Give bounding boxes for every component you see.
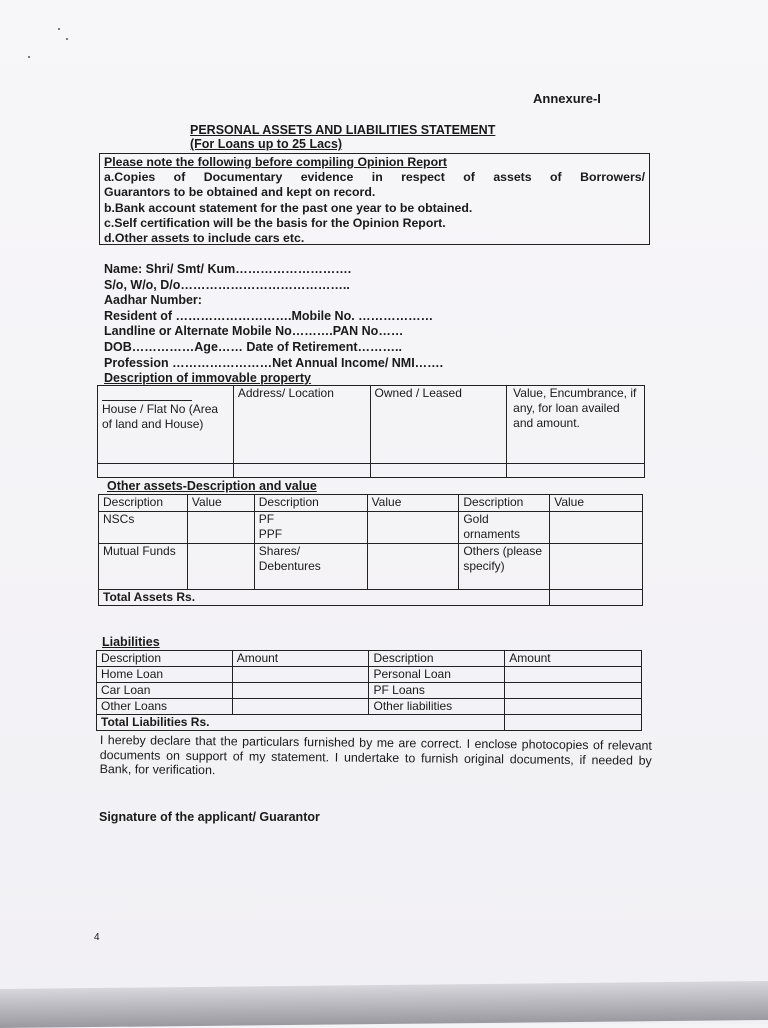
liab-amount-cell[interactable] [232, 699, 369, 715]
asset-value-cell[interactable] [187, 544, 254, 590]
immovable-cell[interactable] [233, 464, 370, 478]
immovable-col2: Address/ Location [233, 386, 370, 464]
liab-header-amount: Amount [232, 651, 369, 667]
immovable-heading: Description of immovable property [104, 371, 311, 385]
field-dob[interactable]: DOB……………Age…… Date of Retirement……….. [104, 339, 402, 354]
liab-amount-cell[interactable] [505, 683, 642, 699]
liab-amount-cell[interactable] [505, 699, 642, 715]
liab-personal-loan: Personal Loan [369, 667, 505, 683]
document-subtitle: (For Loans up to 25 Lacs) [190, 137, 343, 151]
scan-edge-shadow [0, 981, 768, 1028]
asset-value-cell[interactable] [187, 512, 254, 544]
assets-header-desc: Description [459, 495, 550, 512]
blank-line [102, 400, 192, 401]
asset-value-cell[interactable] [550, 544, 643, 590]
liabilities-table [96, 650, 642, 731]
asset-value-cell[interactable] [367, 512, 459, 544]
liabilities-heading: Liabilities [102, 635, 160, 649]
field-name[interactable]: Name: Shri/ Smt/ Kum………………………. [104, 262, 352, 276]
total-assets-value[interactable] [550, 590, 643, 606]
asset-gold: Gold ornaments [459, 512, 550, 544]
liab-home-loan: Home Loan [97, 667, 233, 683]
liab-car-loan: Car Loan [97, 683, 233, 699]
immovable-cell[interactable] [370, 464, 507, 478]
field-relation[interactable]: S/o, W/o, D/o………………………………….. [104, 277, 350, 292]
immovable-table [97, 385, 645, 478]
scan-speck [58, 28, 60, 30]
applicant-fields [104, 262, 443, 371]
immovable-cell[interactable] [507, 464, 645, 478]
signature-label[interactable]: Signature of the applicant/ Guarantor [99, 810, 320, 824]
immovable-col1: House / Flat No (Area of land and House) [98, 386, 234, 464]
liab-amount-cell[interactable] [505, 667, 642, 683]
asset-nscs: NSCs [99, 512, 188, 544]
liab-header-desc: Description [369, 651, 505, 667]
total-assets-label: Total Assets Rs. [99, 590, 550, 606]
asset-shares: Shares/ Debentures [254, 544, 367, 590]
declaration-text: I hereby declare that the particulars furnished by me are correct. I enclose photocopies of relevant documents on support of my statement. I undertake to furnish original documents, if needed by Bank, for verification. [99, 733, 652, 778]
note-c: c.Self certification will be the basis for the Opinion Report. [104, 215, 446, 230]
assets-header-desc: Description [99, 495, 188, 512]
immovable-col3: Owned / Leased [370, 386, 507, 464]
note-a-line1: a.Copies of Documentary evidence in respect of assets of Borrowers/ [104, 170, 645, 185]
total-liabilities-label: Total Liabilities Rs. [97, 715, 505, 731]
notes-heading: Please note the following before compiling Opinion Report [104, 155, 447, 169]
notes-box [99, 153, 650, 245]
assets-header-desc: Description [254, 495, 367, 512]
other-assets-heading: Other assets-Description and value [107, 479, 317, 493]
liab-amount-cell[interactable] [232, 667, 369, 683]
document-title: PERSONAL ASSETS AND LIABILITIES STATEMENT [190, 123, 496, 137]
immovable-col4: Value, Encumbrance, if any, for loan availed and amount. [507, 386, 645, 464]
total-liabilities-value[interactable] [505, 715, 642, 731]
note-d: d.Other assets to include cars etc. [104, 231, 305, 246]
other-assets-table [98, 494, 643, 606]
field-resident[interactable]: Resident of ……………………….Mobile No. ……………… [104, 308, 434, 323]
assets-header-value: Value [367, 495, 459, 512]
liab-pf-loans: PF Loans [369, 683, 505, 699]
note-b: b.Bank account statement for the past one year to be obtained. [104, 200, 473, 215]
scan-speck [28, 56, 30, 58]
asset-others: Others (please specify) [459, 544, 550, 590]
asset-ppf: PPF [258, 527, 283, 541]
annexure-label: Annexure-I [533, 91, 601, 106]
page-number: 4 [94, 932, 100, 943]
asset-value-cell[interactable] [550, 512, 643, 544]
liab-header-amount: Amount [505, 651, 642, 667]
field-profession[interactable]: Profession ……………………Net Annual Income/ NMI……. [104, 355, 444, 370]
asset-value-cell[interactable] [367, 544, 459, 590]
asset-mutual-funds: Mutual Funds [99, 544, 188, 590]
liab-other-loans: Other Loans [97, 699, 233, 715]
liab-other-liabilities: Other liabilities [369, 699, 505, 715]
liab-amount-cell[interactable] [232, 683, 369, 699]
immovable-cell[interactable] [98, 464, 234, 478]
liab-header-desc: Description [97, 651, 233, 667]
scan-speck [66, 38, 68, 40]
field-aadhar[interactable]: Aadhar Number: [104, 293, 202, 308]
assets-header-value: Value [550, 495, 643, 512]
asset-pf: PF PPF [254, 512, 367, 544]
note-a-line2: Guarantors to be obtained and kept on record. [104, 185, 376, 200]
field-landline[interactable]: Landline or Alternate Mobile No……….PAN No…… [104, 324, 404, 339]
assets-header-value: Value [187, 495, 254, 512]
